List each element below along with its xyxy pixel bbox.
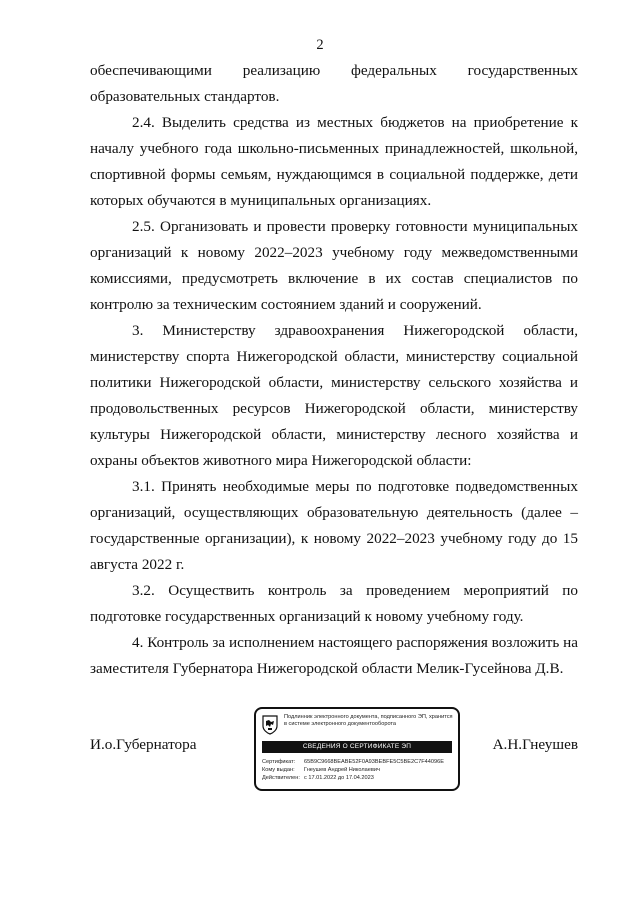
paragraph-2-5: 2.5. Организовать и провести проверку готовности муниципальных организаций к новому 2022–2023 учебному году межведомственными комиссиями, предусмотреть включение в их состав специалистов по контролю за техническим состоянием зданий и сооружений. — [90, 218, 578, 313]
stamp-details — [262, 758, 456, 782]
page-number: 2 — [316, 37, 324, 53]
valid-label: Действителен: — [262, 775, 300, 781]
issued-to-value: Гнеушев Андрей Николаевич — [304, 767, 380, 773]
issued-to-row — [262, 766, 456, 774]
certificate-label: Сертификат: — [262, 759, 296, 765]
valid-row — [262, 774, 456, 782]
paragraph-3: 3. Министерству здравоохранения Нижегородской области, министерству спорта Нижегородской области, министерству социальной политики Нижегородской области, министерству сельского хозяйства и продовольственных ресурсов Нижегородской области, министерству культуры Нижегородской области, министерству лесного хозяйства и охраны объектов животного мира Нижегородской области: — [90, 322, 578, 469]
paragraph-3-1: 3.1. Принять необходимые меры по подготовке подведомственных организаций, осуществляющих образовательную деятельность (далее – государственные организации), к новому 2022–2023 учебному году до 15 августа 2022 г. — [90, 478, 578, 573]
stamp-header: СВЕДЕНИЯ О СЕРТИФИКАТЕ ЭП — [262, 741, 452, 753]
certificate-value: 65B9C9668BEABE52F0A93BEBFE5C5BE2C7F44096E — [304, 759, 444, 765]
paragraph-3-2: 3.2. Осуществить контроль за проведением мероприятий по подготовке государственных организаций к новому учебному году. — [90, 582, 578, 625]
paragraph-4: 4. Контроль за исполнением настоящего распоряжения возложить на заместителя Губернатора Нижегородской области Мелик-Гусейнова Д.В. — [90, 634, 578, 677]
paragraph-2-4: 2.4. Выделить средства из местных бюджетов на приобретение к началу учебного года школьно-письменных принадлежностей, школьной, спортивной формы семьям, нуждающимся в социальной поддержке, дети которых обучаются в муниципальных организациях. — [90, 114, 578, 209]
signatory-position: И.о.Губернатора — [90, 736, 197, 753]
paragraph-continuation: обеспечивающими реализацию федеральных государственных образовательных стандартов. — [90, 62, 578, 105]
certificate-row — [262, 758, 456, 766]
coat-of-arms-icon — [262, 715, 278, 735]
signatory-name: А.Н.Гнеушев — [492, 736, 578, 753]
document-body — [90, 58, 578, 682]
stamp-notice: Подлинник электронного документа, подписанного ЭП, хранится в системе электронного документооборота — [284, 714, 453, 727]
issued-to-label: Кому выдан: — [262, 767, 295, 773]
electronic-signature-stamp — [254, 707, 460, 791]
valid-value: с 17.01.2022 до 17.04.2023 — [304, 775, 374, 781]
